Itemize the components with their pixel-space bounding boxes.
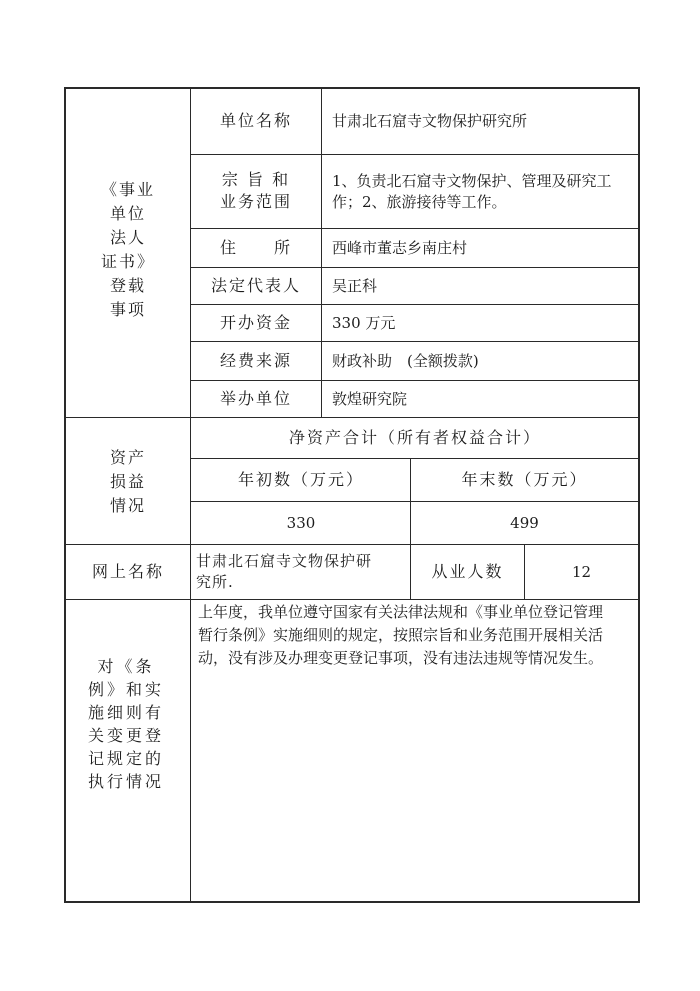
divider — [321, 87, 322, 417]
value-staff-count: 12 — [571, 563, 592, 581]
value-sponsor: 敦煌研究院 — [332, 390, 408, 408]
value-line: 1、负责北石窟寺文物保护、管理及研究工 — [332, 172, 612, 190]
text-line: 暂行条例》实施细则的规定，按照宗旨和业务范围开展相关活 — [198, 626, 604, 644]
value-legal-rep: 吴正科 — [332, 277, 378, 295]
divider — [190, 544, 191, 600]
label-line: 事项 — [109, 300, 146, 319]
label-capital: 开办资金 — [219, 313, 292, 332]
label-purpose-scope — [192, 169, 320, 213]
label-unit-name: 单位名称 — [219, 111, 292, 130]
label-address: 住 所 — [219, 238, 292, 257]
value-end-year: 499 — [510, 514, 539, 532]
label-line: 资产 — [109, 448, 146, 467]
label-line: 情况 — [109, 496, 146, 515]
value-line: 究所. — [196, 573, 234, 591]
label-line: 业务范围 — [219, 192, 292, 211]
label-line: 宗 旨 和 — [221, 170, 291, 189]
label-line: 证书》 — [100, 252, 155, 271]
divider — [190, 304, 639, 305]
border-bottom — [64, 901, 640, 903]
divider — [64, 417, 640, 418]
divider — [64, 544, 640, 545]
divider — [190, 501, 639, 502]
value-purpose-scope — [332, 171, 612, 213]
divider — [190, 267, 639, 268]
label-line: 登载 — [109, 276, 146, 295]
value-begin-year: 330 — [286, 514, 316, 532]
label-line: 法人 — [109, 228, 146, 247]
value-unit-name: 甘肃北石窟寺文物保护研究所 — [332, 112, 528, 130]
divider — [190, 380, 639, 381]
value-online-name — [196, 551, 372, 593]
section-label-assets — [78, 446, 178, 518]
label-online-name: 网上名称 — [91, 562, 164, 581]
label-legal-rep: 法定代表人 — [210, 276, 301, 295]
value-funding-source: 财政补助 (全额拨款) — [332, 352, 479, 370]
value-capital: 330 万元 — [332, 314, 396, 332]
divider — [190, 417, 191, 545]
text-line: 动，没有涉及办理变更登记事项，没有违法违规等情况发生。 — [198, 649, 604, 667]
border-top — [64, 87, 640, 89]
label-staff-count: 从业人数 — [431, 562, 504, 581]
value-line: 甘肃北石窟寺文物保护研 — [196, 552, 373, 570]
label-line: 《事业 — [100, 180, 155, 199]
label-end-year: 年末数（万元） — [461, 470, 588, 489]
net-assets-header: 净资产合计（所有者权益合计） — [288, 428, 541, 447]
text-line: 上年度，我单位遵守国家有关法律法规和《事业单位登记管理 — [198, 603, 604, 621]
value-address: 西峰市董志乡南庄村 — [332, 239, 468, 257]
value-line: 作；2、旅游接待等工作。 — [332, 193, 507, 211]
divider — [190, 154, 639, 155]
divider — [64, 599, 640, 600]
border-left — [64, 87, 66, 903]
divider — [190, 458, 639, 459]
label-line: 损益 — [109, 472, 146, 491]
divider — [190, 228, 639, 229]
divider — [190, 87, 191, 417]
section-label-certificate — [78, 178, 178, 322]
label-begin-year: 年初数（万元） — [237, 470, 364, 489]
label-sponsor: 举办单位 — [219, 389, 292, 408]
value-compliance-text — [198, 601, 603, 670]
divider — [190, 599, 191, 902]
label-funding-source: 经费来源 — [219, 351, 292, 370]
divider — [190, 341, 639, 342]
label-line: 单位 — [109, 204, 146, 223]
border-right — [638, 87, 640, 903]
label-regulation-compliance: 对《条例》和实施细则有关变更登记规定的执行情况 — [87, 657, 164, 791]
